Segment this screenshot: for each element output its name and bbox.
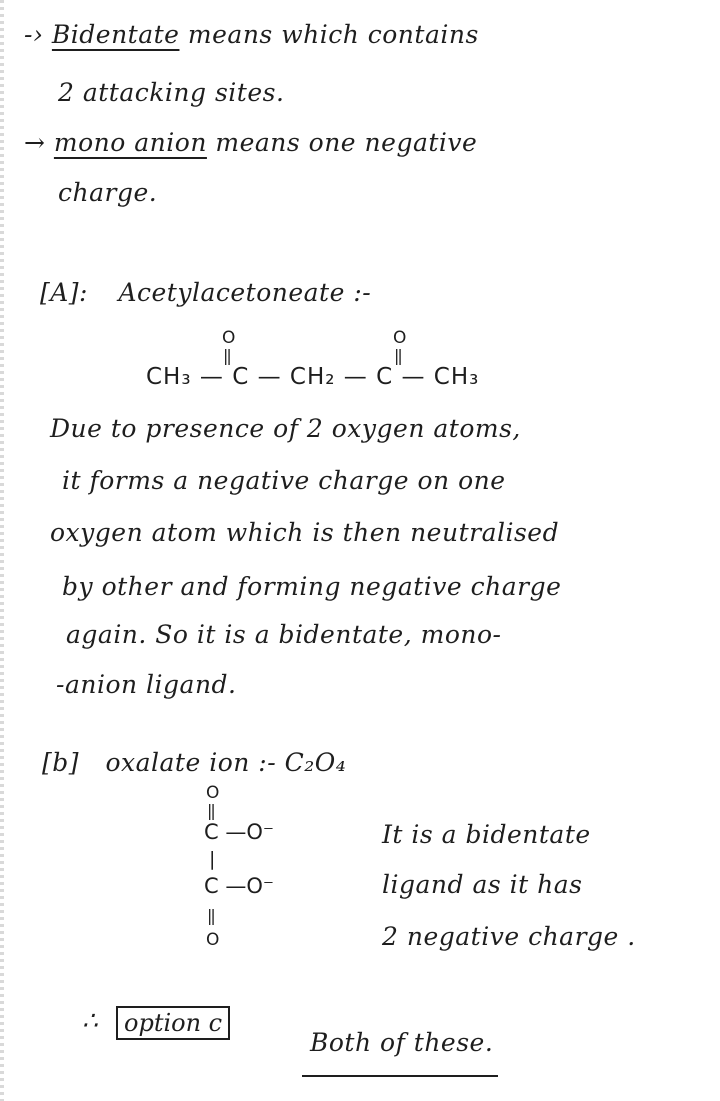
part-a-line-6: -anion ligand. [56, 670, 237, 699]
acetylacetone-formula: CH₃ — C — CH₂ — C — CH₃ [146, 364, 480, 390]
part-b-line-3: 2 negative charge . [382, 922, 636, 951]
part-a-line-1: Due to presence of 2 oxygen atoms, [50, 414, 521, 443]
part-a-line-3: oxygen atom which is then neutralised [50, 518, 560, 547]
definition-text: means one negative [215, 128, 478, 157]
oxalate-single-bond: | [209, 848, 216, 870]
part-a-line-2: it forms a negative charge on one [62, 466, 506, 495]
part-b-heading [42, 748, 346, 777]
oxygen-label-1: O [222, 328, 236, 348]
definition-line-2: 2 attacking sites. [58, 78, 285, 107]
oxalate-top-double-bond: || [207, 801, 214, 820]
oxalate-bottom-oxygen: O [206, 930, 220, 950]
arrow-icon: → [24, 128, 46, 157]
part-a-line-5: again. So it is a bidentate, mono- [66, 620, 502, 649]
term-bidentate: Bidentate [51, 20, 180, 49]
part-b-label: [b] [42, 748, 80, 777]
definition-monoanion [24, 128, 477, 157]
definition-line-4: charge. [58, 178, 158, 207]
oxygen-label-2: O [393, 328, 407, 348]
double-bond-1: || [223, 346, 230, 365]
part-a-title: Acetylacetoneate :- [118, 278, 372, 307]
double-bond-2: || [394, 346, 401, 365]
answer-text: Both of these. [310, 1028, 494, 1057]
part-b-line-2: ligand as it has [382, 870, 583, 899]
oxalate-top-oxygen: O [206, 783, 220, 803]
part-a-line-4: by other and forming negative charge [62, 572, 562, 601]
definition-bidentate [24, 20, 479, 49]
definition-text: means which contains [187, 20, 479, 49]
part-b-line-1: It is a bidentate [382, 820, 591, 849]
page-edge [0, 0, 4, 1101]
answer-underline [302, 1075, 498, 1077]
oxalate-carbon-1: C —O⁻ [204, 820, 274, 844]
part-a-heading [40, 278, 371, 307]
oxalate-bottom-double-bond: || [207, 906, 214, 925]
term-mono-anion: mono anion [53, 128, 207, 157]
therefore-symbol: ∴ [82, 1006, 99, 1035]
part-a-label: [A]: [40, 278, 88, 307]
oxalate-carbon-2: C —O⁻ [204, 874, 274, 898]
part-b-title: oxalate ion :- C₂O₄ [105, 748, 347, 777]
arrow-icon: -› [24, 20, 44, 49]
answer-option-box: option c [116, 1006, 230, 1040]
